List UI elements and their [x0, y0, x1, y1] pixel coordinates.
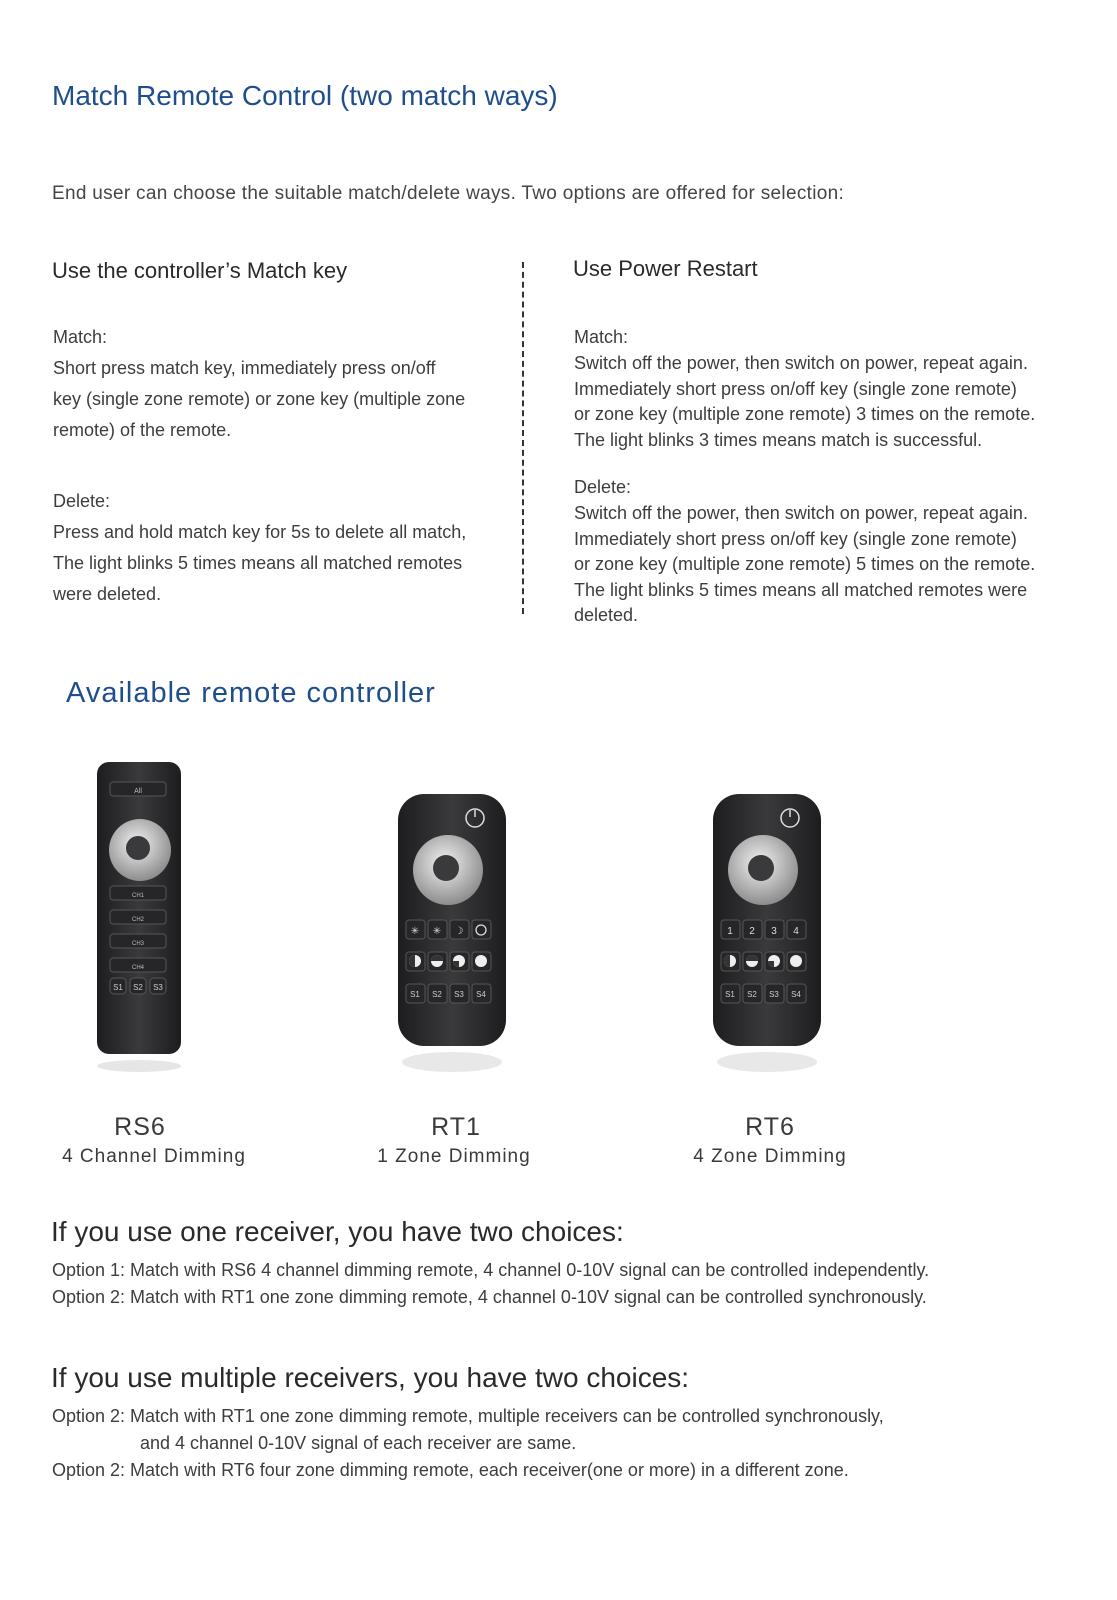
rt6-description: 4 Zone Dimming [693, 1146, 847, 1167]
rt6-zone2-label: 2 [749, 926, 755, 937]
text-line: or zone key (multiple zone remote) 3 times on the remote. [574, 404, 1036, 424]
text-line: remote) of the remote. [53, 420, 232, 440]
rt1-description: 1 Zone Dimming [377, 1146, 531, 1167]
text-line: The light blinks 5 times means all matched remotes [53, 553, 463, 573]
rt6-zone1-label: 1 [727, 926, 733, 937]
text-line: Switch off the power, then switch on power, repeat again. [574, 503, 1028, 523]
text-line: key (single zone remote) or zone key (multiple zone [53, 389, 466, 409]
text-line: were deleted. [53, 584, 162, 604]
one-receiver-option-1: Option 1: Match with RS6 4 channel dimming remote, 4 channel 0-10V signal can be controlled independently. [52, 1260, 930, 1280]
multi-receiver-option-1: Option 2: Match with RT1 one zone dimming remote, multiple receivers can be controlled synchronously, [52, 1406, 884, 1426]
rs6-remote-image [88, 756, 198, 1086]
page-title: Match Remote Control (two match ways) [52, 80, 558, 111]
rt1-s3-label: S3 [454, 990, 464, 999]
text-line: Immediately short press on/off key (single zone remote) [574, 378, 1017, 399]
rs6-ch4-label: CH4 [131, 965, 145, 971]
rs6-ch2-label: CH2 [131, 917, 145, 923]
rs6-s1-label: S1 [113, 983, 123, 992]
text-line: Press and hold match key for 5s to delete all match, [53, 522, 467, 542]
rt6-s2-label: S2 [747, 990, 757, 999]
left-delete-label: Delete: [53, 491, 111, 511]
rt1-name: RT1 [431, 1113, 481, 1141]
rt6-zone3-label: 3 [771, 926, 777, 937]
rt1-remote-image [392, 790, 512, 1080]
rs6-ch1-label: CH1 [131, 893, 145, 899]
rt6-remote-image [707, 790, 827, 1080]
text-line: The light blinks 3 times means match is successful. [574, 429, 983, 450]
rt6-zone4-label: 4 [793, 926, 799, 937]
rt6-s3-label: S3 [769, 990, 779, 999]
rt6-s1-label: S1 [725, 990, 735, 999]
left-column-heading: Use the controller’s Match key [52, 258, 348, 283]
left-delete-text [53, 517, 466, 610]
rt1-s4-label: S4 [476, 990, 486, 999]
svg-text:☽: ☽ [454, 926, 464, 937]
text-line: deleted. [574, 605, 639, 625]
column-divider [522, 262, 524, 614]
text-line: Short press match key, immediately press on/off [53, 358, 436, 378]
left-match-text [53, 353, 465, 446]
rs6-s2-label: S2 [133, 983, 143, 992]
rs6-name: RS6 [114, 1113, 166, 1141]
right-delete-label: Delete: [574, 477, 632, 497]
text-line: The light blinks 5 times means all matched remotes were [574, 579, 1028, 600]
rt6-name: RT6 [745, 1113, 795, 1141]
rt1-s2-label: S2 [432, 990, 442, 999]
right-match-text [574, 351, 1035, 453]
left-match-label: Match: [53, 327, 108, 347]
rt6-s4-label: S4 [791, 990, 801, 999]
multi-receiver-option-1-continued: and 4 channel 0-10V signal of each receiver are same. [140, 1433, 577, 1453]
rs6-all-label: All [134, 788, 142, 795]
right-match-label: Match: [574, 327, 629, 347]
svg-text:✳: ✳ [410, 926, 420, 937]
text-line: or zone key (multiple zone remote) 5 times on the remote. [574, 554, 1036, 574]
one-receiver-heading: If you use one receiver, you have two choices: [51, 1216, 624, 1247]
one-receiver-option-2: Option 2: Match with RT1 one zone dimming remote, 4 channel 0-10V signal can be controlled synchronously. [52, 1287, 927, 1307]
available-remotes-title: Available remote controller [66, 677, 436, 709]
multi-receiver-option-2: Option 2: Match with RT6 four zone dimming remote, each receiver(one or more) in a different zone. [52, 1460, 849, 1480]
right-column-heading: Use Power Restart [573, 256, 758, 281]
text-line: Immediately short press on/off key (single zone remote) [574, 528, 1017, 549]
intro-text: End user can choose the suitable match/delete ways. Two options are offered for selection: [52, 183, 845, 204]
rs6-s3-label: S3 [153, 983, 163, 992]
multi-receiver-heading: If you use multiple receivers, you have two choices: [51, 1362, 690, 1393]
rs6-description: 4 Channel Dimming [62, 1146, 246, 1167]
rt1-s1-label: S1 [410, 990, 420, 999]
text-line: Switch off the power, then switch on power, repeat again. [574, 353, 1028, 373]
svg-text:✳: ✳ [432, 926, 442, 937]
rs6-ch3-label: CH3 [131, 941, 145, 947]
right-delete-text [574, 501, 1035, 629]
